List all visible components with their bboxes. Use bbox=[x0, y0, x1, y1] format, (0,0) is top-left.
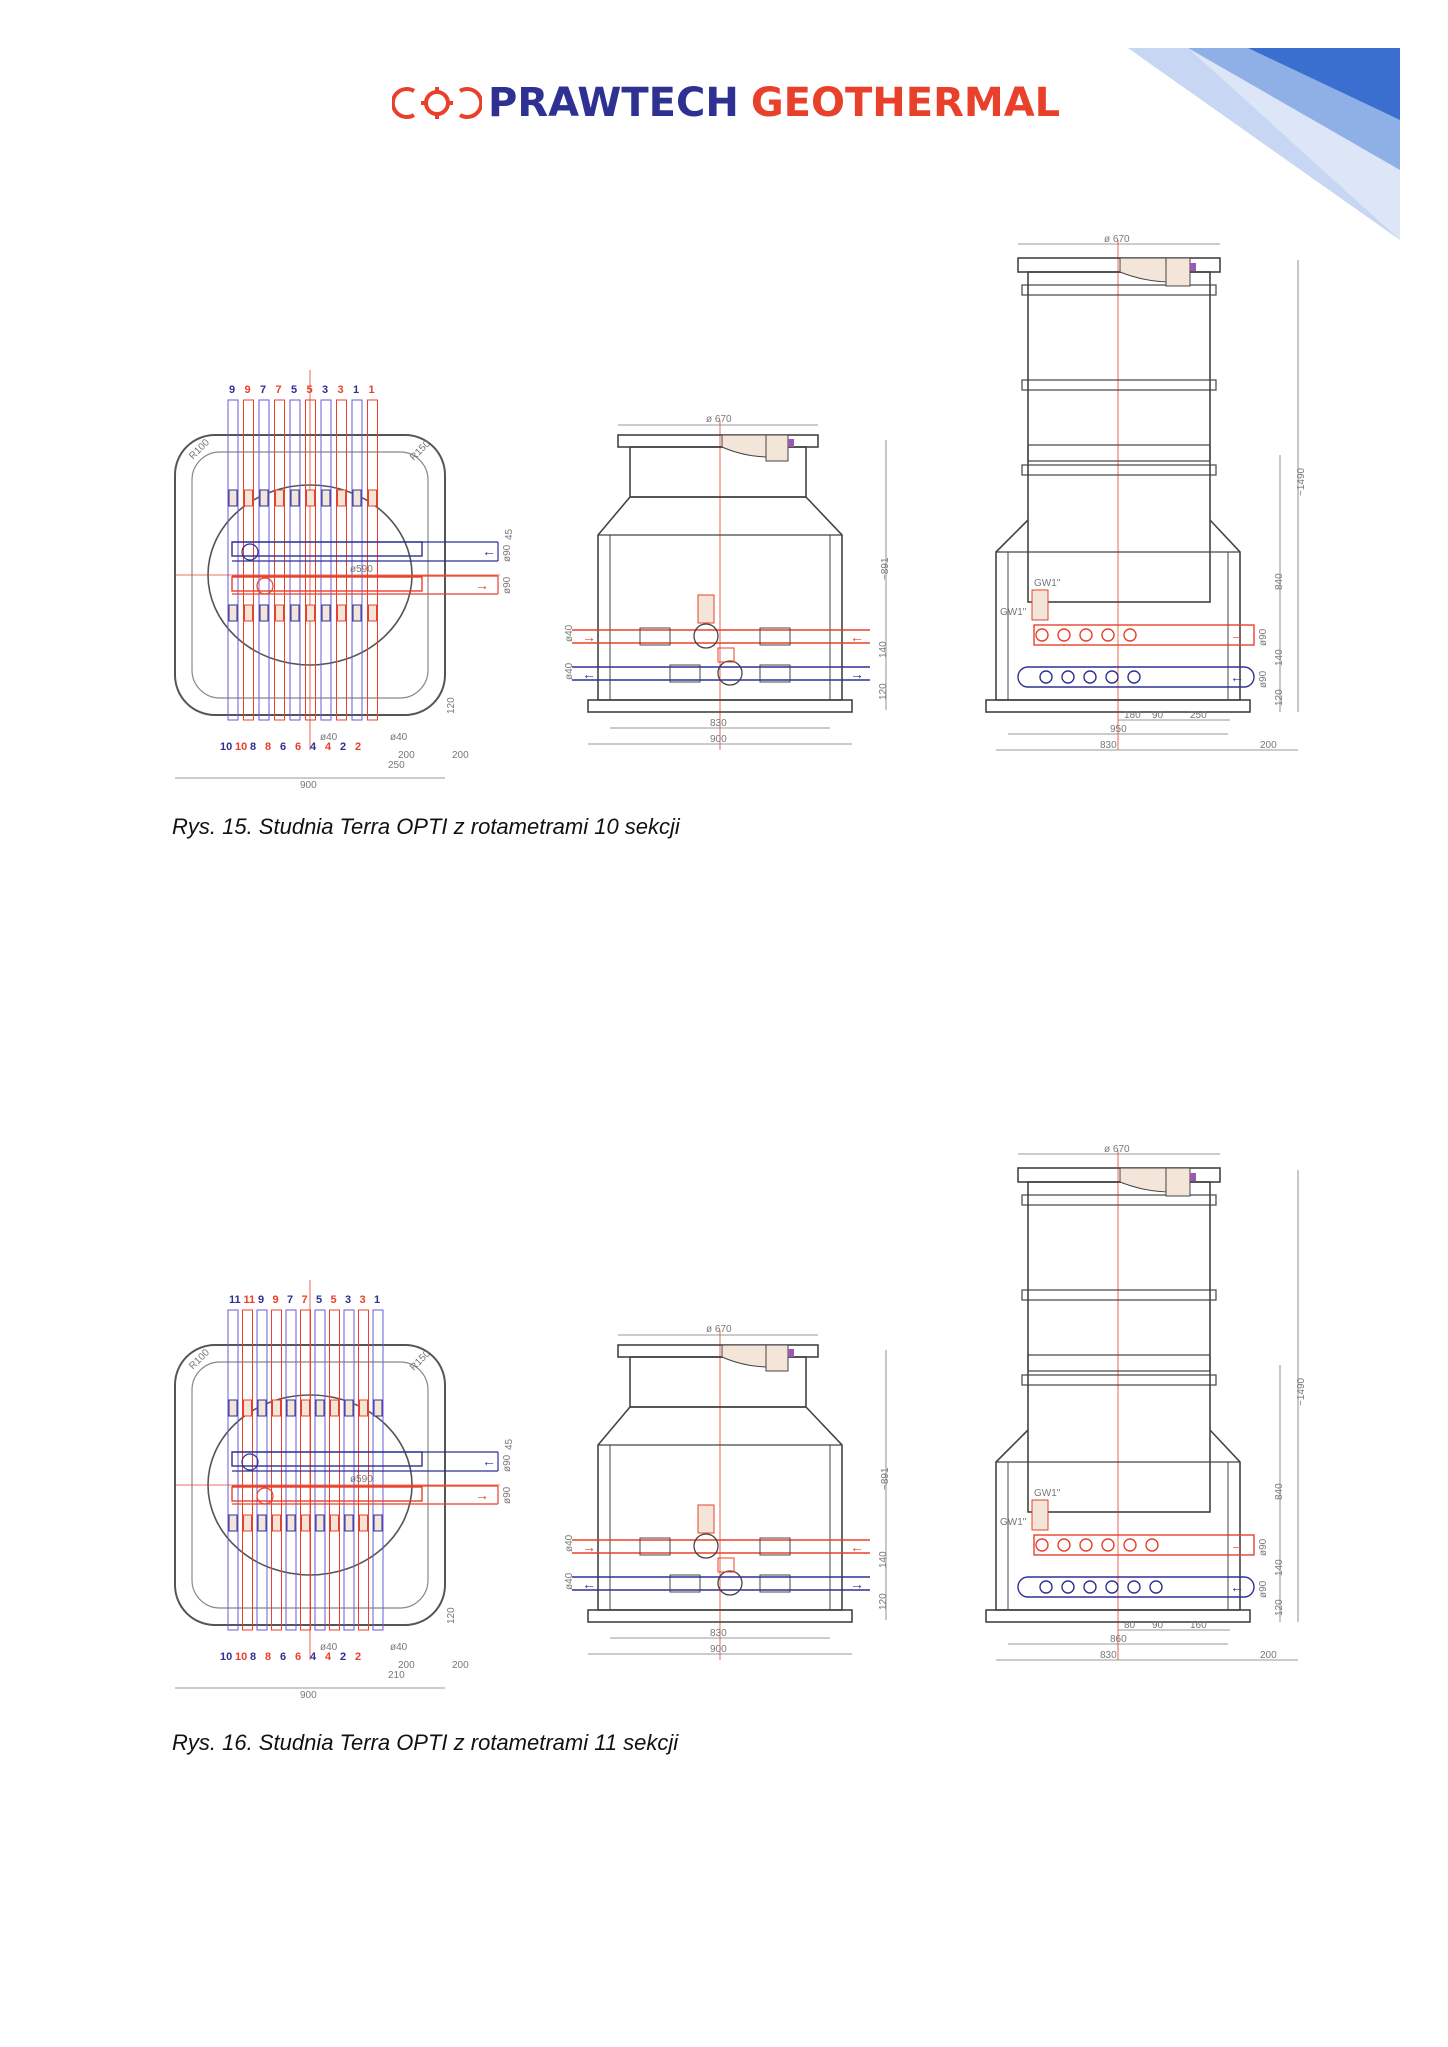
rotameter-valve bbox=[245, 605, 253, 621]
arrow-left-icon: ← bbox=[582, 1576, 596, 1592]
section-number-bottom: 10 bbox=[220, 741, 233, 753]
dim-d40a: ø40 bbox=[320, 1642, 338, 1653]
manifold-pipe bbox=[344, 1310, 354, 1630]
section-number-top: 7 bbox=[287, 1294, 294, 1306]
dim-w950: 860 bbox=[1110, 1634, 1127, 1645]
manifold-outlet bbox=[1036, 1539, 1048, 1551]
section-number-top: 1 bbox=[374, 1294, 381, 1306]
dim-v45: 45 bbox=[504, 1438, 515, 1450]
dim-s90: 90 bbox=[1152, 1620, 1164, 1631]
arrow-right-icon: → bbox=[582, 629, 596, 645]
section-number-top: 5 bbox=[316, 1294, 323, 1306]
section-number-bottom: 6 bbox=[295, 1651, 302, 1663]
rotameter-valve bbox=[307, 605, 315, 621]
dim-w200: 200 bbox=[1260, 740, 1277, 751]
dim-v140: 140 bbox=[1274, 649, 1285, 666]
dim-w250: 250 bbox=[388, 760, 405, 771]
manifold-pipe bbox=[306, 400, 316, 720]
arrow-right-icon: → bbox=[850, 1576, 864, 1592]
figure-15 bbox=[170, 230, 1380, 800]
manifold-outlet bbox=[1036, 629, 1048, 641]
dim-h840: 840 bbox=[1274, 1483, 1285, 1500]
rotameter-valve bbox=[291, 605, 299, 621]
figure-caption: Rys. 16. Studnia Terra OPTI z rotametrami 11 sekcji bbox=[172, 1730, 679, 1755]
rotameter-valve bbox=[374, 1515, 382, 1531]
manifold-outlet bbox=[1128, 671, 1140, 683]
section-number-top: 5 bbox=[330, 1294, 337, 1306]
dim-r100: R100 bbox=[187, 1347, 212, 1373]
dim-d590: ø590 bbox=[350, 1474, 373, 1485]
rotameter-valve bbox=[353, 490, 361, 506]
dim-r150: R150 bbox=[408, 1348, 433, 1374]
arrow-left-icon: ← bbox=[850, 1539, 864, 1555]
section-number-top: 7 bbox=[301, 1294, 308, 1306]
arrow-left-icon: ← bbox=[582, 666, 596, 682]
dim-w830: 830 bbox=[710, 1628, 727, 1639]
manifold-outlet bbox=[1106, 1581, 1118, 1593]
rotameter-valve bbox=[273, 1400, 281, 1416]
section-number-top: 5 bbox=[306, 384, 313, 396]
dim-w200: 200 bbox=[1260, 1650, 1277, 1661]
rotameter-valve bbox=[369, 490, 377, 506]
manifold-pipe bbox=[337, 400, 347, 720]
dim-vo90: ø90 bbox=[1258, 1538, 1269, 1556]
dim-w200a: 200 bbox=[398, 1660, 415, 1671]
rotameter-valve bbox=[229, 1515, 237, 1531]
rotameter-valve bbox=[260, 605, 268, 621]
manifold-pipe bbox=[368, 400, 378, 720]
manifold-outlet bbox=[1084, 1581, 1096, 1593]
rotameter-valve bbox=[273, 1515, 281, 1531]
dim-r150: R150 bbox=[408, 438, 433, 464]
rotameter-valve bbox=[258, 1515, 266, 1531]
rotameter-valve bbox=[260, 490, 268, 506]
section-number-bottom: 2 bbox=[340, 1651, 347, 1663]
section-number-bottom: 6 bbox=[280, 1651, 287, 1663]
dim-v120: 120 bbox=[878, 1593, 889, 1610]
dim-v45: 45 bbox=[504, 528, 515, 540]
rotameter-valve bbox=[229, 1400, 237, 1416]
rotameter-valve bbox=[229, 605, 237, 621]
dim-s180: 180 bbox=[1124, 710, 1141, 721]
dim-h891: ~891 bbox=[880, 1467, 891, 1490]
technical-drawing bbox=[170, 230, 1380, 800]
manifold-outlet bbox=[1058, 1539, 1070, 1551]
front-view bbox=[564, 1324, 891, 1660]
section-number-bottom: 4 bbox=[325, 1651, 332, 1663]
manifold-outlet bbox=[1102, 1539, 1114, 1551]
manifold-outlet bbox=[1080, 1539, 1092, 1551]
section-number-top: 7 bbox=[260, 384, 267, 396]
top-view bbox=[175, 370, 515, 791]
rotameter-valve bbox=[316, 1515, 324, 1531]
section-number-bottom: 8 bbox=[265, 1651, 272, 1663]
manifold-outlet bbox=[1150, 1581, 1162, 1593]
corner-decoration bbox=[1128, 0, 1448, 250]
dim-r100: R100 bbox=[187, 437, 212, 463]
arrow-left-icon: ← bbox=[482, 1453, 496, 1469]
rotameter-valve bbox=[360, 1400, 368, 1416]
rotameter-valve bbox=[229, 490, 237, 506]
rotameter-valve bbox=[307, 490, 315, 506]
dim-v140: 140 bbox=[1274, 1559, 1285, 1576]
manifold-pipe bbox=[272, 1310, 282, 1630]
arrow-right-icon: → bbox=[850, 666, 864, 682]
rotameter-valve bbox=[291, 490, 299, 506]
side-view bbox=[986, 234, 1307, 751]
rotameter-valve bbox=[374, 1400, 382, 1416]
rotameter-valve bbox=[322, 605, 330, 621]
section-number-top: 3 bbox=[359, 1294, 366, 1306]
arrow-right-icon: → bbox=[475, 1487, 489, 1503]
dim-d40a: ø40 bbox=[320, 732, 338, 743]
dim-w830: 830 bbox=[1100, 740, 1117, 751]
rotameter-valve bbox=[302, 1515, 310, 1531]
label-gw1: GW1" bbox=[1000, 607, 1027, 618]
section-number-top: 3 bbox=[337, 384, 344, 396]
manifold-outlet bbox=[1040, 671, 1052, 683]
dim-s180: 80 bbox=[1124, 1620, 1136, 1631]
manifold-pipe bbox=[290, 400, 300, 720]
side-view bbox=[986, 1144, 1307, 1661]
manifold-pipe bbox=[259, 400, 269, 720]
arrow-right-icon: → bbox=[1230, 627, 1244, 643]
rotameter-valve bbox=[338, 490, 346, 506]
manifold-outlet bbox=[1146, 1539, 1158, 1551]
rotameter-valve bbox=[287, 1400, 295, 1416]
dim-v120: 120 bbox=[1274, 1599, 1285, 1616]
manifold-pipe bbox=[275, 400, 285, 720]
dim-vo90a: ø90 bbox=[502, 544, 513, 562]
dim-d670: ø 670 bbox=[1104, 1144, 1130, 1155]
dim-h1490: ~1490 bbox=[1296, 1377, 1307, 1406]
rotameter-valve bbox=[276, 490, 284, 506]
manifold-pipe bbox=[228, 400, 238, 720]
label-gw1: GW1" bbox=[1000, 1517, 1027, 1528]
rotameter-valve bbox=[353, 605, 361, 621]
rotameter-valve bbox=[338, 605, 346, 621]
dim-d40b: ø40 bbox=[390, 1642, 408, 1653]
arrow-left-icon: ← bbox=[482, 543, 496, 559]
rotameter-valve bbox=[244, 1515, 252, 1531]
label-gw1: GW1" bbox=[1034, 578, 1061, 589]
manifold-outlet bbox=[1062, 1581, 1074, 1593]
manifold-pipe bbox=[330, 1310, 340, 1630]
dim-w200a: 200 bbox=[398, 750, 415, 761]
manifold-pipe bbox=[257, 1310, 267, 1630]
manifold-outlet bbox=[1124, 629, 1136, 641]
arrow-left-icon: ← bbox=[850, 629, 864, 645]
rotameter-valve bbox=[258, 1400, 266, 1416]
manifold-outlet bbox=[1058, 629, 1070, 641]
dim-w900: 900 bbox=[710, 1644, 727, 1655]
manifold-outlet bbox=[1102, 629, 1114, 641]
section-number-bottom: 4 bbox=[325, 741, 332, 753]
dim-d40: ø40 bbox=[564, 624, 575, 642]
rotameter-valve bbox=[287, 1515, 295, 1531]
dim-s250: 250 bbox=[1190, 710, 1207, 721]
brand-name-part1: PRAWTECH bbox=[488, 80, 739, 126]
dim-v120a: 120 bbox=[446, 1607, 457, 1624]
dim-h891: ~891 bbox=[880, 557, 891, 580]
dim-d670: ø 670 bbox=[706, 414, 732, 425]
dim-v140: 140 bbox=[878, 641, 889, 658]
dim-w900a: 900 bbox=[300, 780, 317, 791]
dim-d40b: ø40 bbox=[390, 732, 408, 743]
rotameter-valve bbox=[245, 490, 253, 506]
manifold-outlet bbox=[1084, 671, 1096, 683]
manifold-outlet bbox=[1062, 671, 1074, 683]
rotameter-valve bbox=[244, 1400, 252, 1416]
rotameter-valve bbox=[345, 1400, 353, 1416]
dim-w200b: 200 bbox=[452, 1660, 469, 1671]
dim-vo90: ø90 bbox=[1258, 670, 1269, 688]
dim-w950: 950 bbox=[1110, 724, 1127, 735]
manifold-outlet bbox=[1124, 1539, 1136, 1551]
prawtech-gear-logo-icon bbox=[392, 81, 482, 125]
arrow-right-icon: → bbox=[475, 577, 489, 593]
section-number-bottom: 8 bbox=[250, 741, 257, 753]
front-view bbox=[564, 414, 891, 750]
dim-h1490: ~1490 bbox=[1296, 467, 1307, 496]
manifold-outlet bbox=[1106, 671, 1118, 683]
figure-caption: Rys. 15. Studnia Terra OPTI z rotametrami 10 sekcji bbox=[172, 814, 680, 839]
rotameter-valve bbox=[331, 1515, 339, 1531]
rotameter-valve bbox=[360, 1515, 368, 1531]
section-number-bottom: 2 bbox=[355, 1651, 362, 1663]
manifold-pipe bbox=[315, 1310, 325, 1630]
manifold-pipe bbox=[359, 1310, 369, 1630]
dim-d40: ø40 bbox=[564, 1572, 575, 1590]
arrow-left-icon: ← bbox=[1230, 1579, 1244, 1595]
section-number-bottom: 2 bbox=[340, 741, 347, 753]
label-gw1: GW1" bbox=[1034, 1488, 1061, 1499]
manifold-pipe bbox=[301, 1310, 311, 1630]
dim-s250: 160 bbox=[1190, 1620, 1207, 1631]
dim-vo90b: ø90 bbox=[502, 1486, 513, 1504]
dim-vo90: ø90 bbox=[1258, 628, 1269, 646]
section-number-bottom: 10 bbox=[235, 741, 248, 753]
dim-d40: ø40 bbox=[564, 662, 575, 680]
arrow-left-icon: ← bbox=[1230, 669, 1244, 685]
dim-w900: 900 bbox=[710, 734, 727, 745]
manifold-pipe bbox=[373, 1310, 383, 1630]
rotameter-valve bbox=[316, 1400, 324, 1416]
dim-vo90: ø90 bbox=[1258, 1580, 1269, 1598]
section-number-top: 7 bbox=[275, 384, 282, 396]
brand-logo bbox=[392, 78, 1060, 128]
manifold-pipe bbox=[286, 1310, 296, 1630]
top-view bbox=[175, 1280, 515, 1701]
section-number-bottom: 2 bbox=[355, 741, 362, 753]
section-number-top: 11 bbox=[229, 1294, 241, 1306]
figure-16 bbox=[170, 1140, 1380, 1710]
dim-h840: 840 bbox=[1274, 573, 1285, 590]
dim-d670: ø 670 bbox=[706, 1324, 732, 1335]
dim-v120: 120 bbox=[1274, 689, 1285, 706]
dim-vo90a: ø90 bbox=[502, 1454, 513, 1472]
manifold-pipe bbox=[321, 400, 331, 720]
dim-d590: ø590 bbox=[350, 564, 373, 575]
section-number-bottom: 10 bbox=[220, 1651, 233, 1663]
manifold-outlet bbox=[1040, 1581, 1052, 1593]
dim-v140: 140 bbox=[878, 1551, 889, 1568]
arrow-right-icon: → bbox=[582, 1539, 596, 1555]
manifold-outlet bbox=[1080, 629, 1092, 641]
arrow-right-icon: → bbox=[1230, 1537, 1244, 1553]
section-number-top: 9 bbox=[272, 1294, 279, 1306]
dim-v120: 120 bbox=[878, 683, 889, 700]
dim-d670: ø 670 bbox=[1104, 234, 1130, 245]
section-number-bottom: 4 bbox=[310, 1651, 317, 1663]
dim-v120a: 120 bbox=[446, 697, 457, 714]
dim-w250: 210 bbox=[388, 1670, 405, 1681]
section-number-top: 1 bbox=[368, 384, 375, 396]
rotameter-valve bbox=[302, 1400, 310, 1416]
section-number-bottom: 6 bbox=[295, 741, 302, 753]
section-number-top: 1 bbox=[353, 384, 360, 396]
section-number-top: 11 bbox=[243, 1294, 256, 1306]
manifold-outlet bbox=[1128, 1581, 1140, 1593]
dim-vo90b: ø90 bbox=[502, 576, 513, 594]
manifold-pipe bbox=[352, 400, 362, 720]
section-number-top: 5 bbox=[291, 384, 298, 396]
dim-w830: 830 bbox=[710, 718, 727, 729]
dim-w200b: 200 bbox=[452, 750, 469, 761]
section-number-bottom: 8 bbox=[265, 741, 272, 753]
section-number-top: 9 bbox=[244, 384, 251, 396]
section-number-bottom: 10 bbox=[235, 1651, 248, 1663]
rotameter-valve bbox=[369, 605, 377, 621]
section-number-top: 9 bbox=[258, 1294, 265, 1306]
dim-s90: 90 bbox=[1152, 710, 1164, 721]
section-number-top: 3 bbox=[345, 1294, 352, 1306]
dim-d40: ø40 bbox=[564, 1534, 575, 1552]
section-number-top: 9 bbox=[229, 384, 236, 396]
section-number-bottom: 8 bbox=[250, 1651, 257, 1663]
dim-w830: 830 bbox=[1100, 1650, 1117, 1661]
section-number-top: 3 bbox=[322, 384, 329, 396]
rotameter-valve bbox=[331, 1400, 339, 1416]
manifold-pipe bbox=[228, 1310, 238, 1630]
brand-name-part2: GEOTHERMAL bbox=[750, 80, 1061, 126]
section-number-bottom: 4 bbox=[310, 741, 317, 753]
section-number-bottom: 6 bbox=[280, 741, 287, 753]
rotameter-valve bbox=[345, 1515, 353, 1531]
technical-drawing bbox=[170, 1140, 1380, 1710]
rotameter-valve bbox=[276, 605, 284, 621]
rotameter-valve bbox=[322, 490, 330, 506]
dim-w900a: 900 bbox=[300, 1690, 317, 1701]
